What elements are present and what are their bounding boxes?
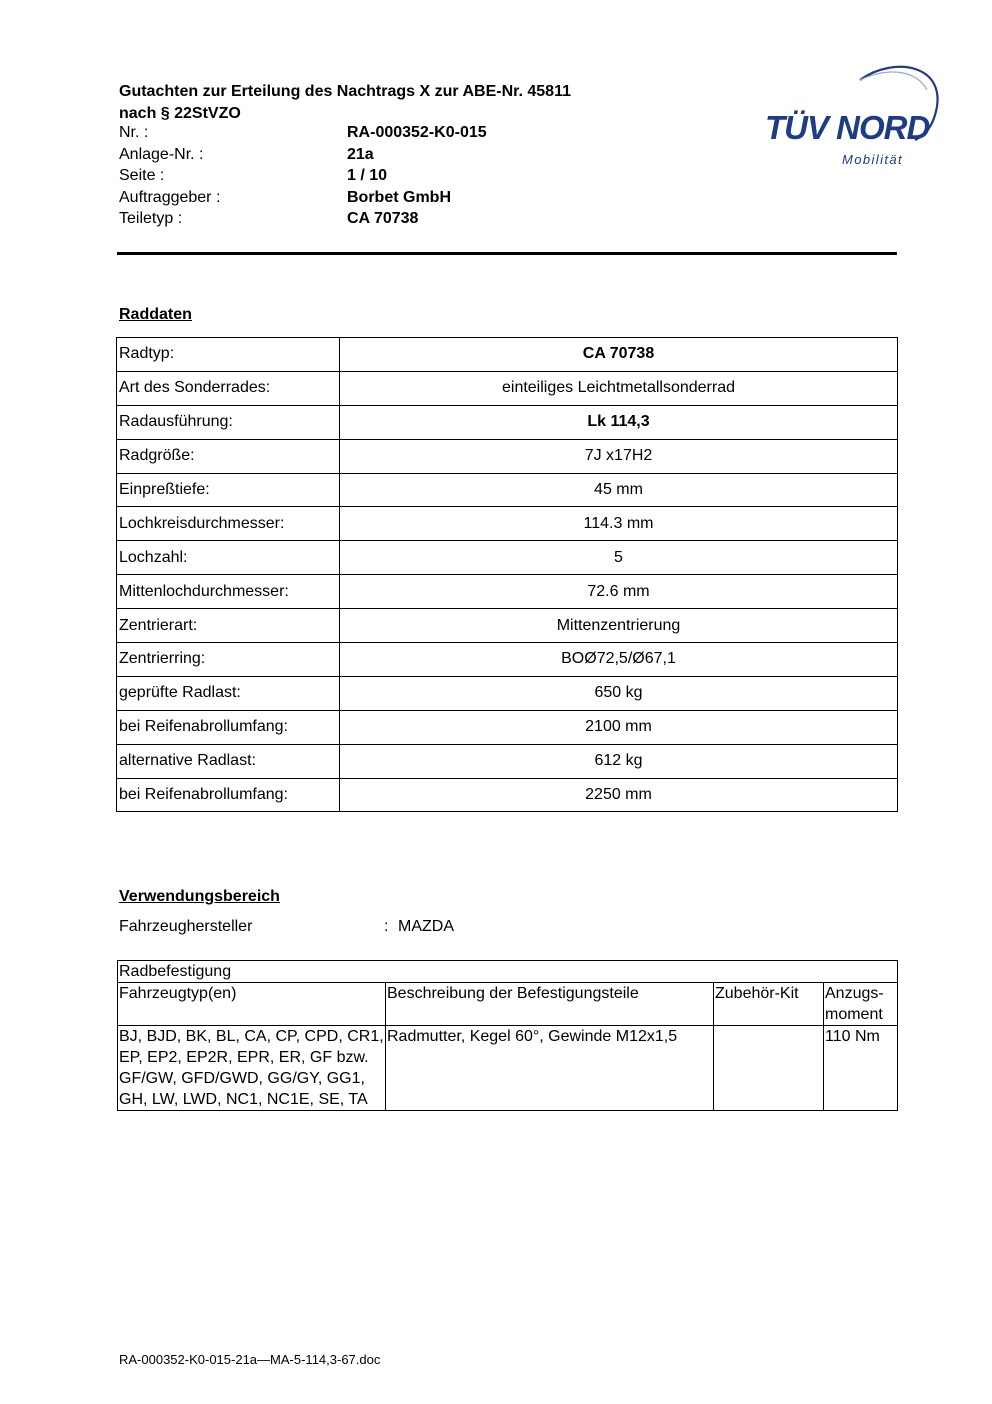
row-value: 650 kg — [340, 676, 898, 710]
row-value: CA 70738 — [340, 338, 898, 372]
document-title: Gutachten zur Erteilung des Nachtrags X zur ABE-Nr. 45811 nach § 22StVZO — [119, 83, 571, 122]
accessory-kit-cell — [714, 1026, 824, 1111]
logo-brand: TÜV NORD — [765, 109, 930, 146]
row-label: Art des Sonderrades: — [117, 371, 340, 405]
table-row — [117, 676, 898, 710]
radbefestigung-table — [117, 960, 898, 1111]
row-label: geprüfte Radlast: — [117, 676, 340, 710]
row-label: Lochkreisdurchmesser: — [117, 507, 340, 541]
manufacturer-value: MAZDA — [398, 918, 454, 935]
field-label: Nr. : — [119, 124, 149, 141]
row-label: Einpreßtiefe: — [117, 473, 340, 507]
row-label: Zentrierart: — [117, 609, 340, 643]
field-value: CA 70738 — [347, 210, 419, 228]
row-label: Radtyp: — [117, 338, 340, 372]
row-label: bei Reifenabrollumfang: — [117, 710, 340, 744]
row-value: 612 kg — [340, 744, 898, 778]
row-value: 72.6 mm — [340, 575, 898, 609]
table-row — [117, 405, 898, 439]
logo-sub: Mobilität — [842, 152, 904, 167]
table-header-row — [118, 983, 898, 1026]
table-row — [117, 778, 898, 812]
row-label: Lochzahl: — [117, 541, 340, 575]
field-label: Teiletyp : — [119, 210, 183, 228]
header-description: Beschreibung der Befestigungsteile — [386, 983, 714, 1026]
verwendungsbereich-heading: Verwendungsbereich — [119, 888, 280, 905]
table-row — [117, 507, 898, 541]
field-label: Anlage-Nr. : — [119, 145, 204, 163]
field-value: Borbet GmbH — [347, 188, 451, 206]
row-value: 5 — [340, 541, 898, 575]
field-value: RA-000352-K0-015 — [347, 124, 487, 141]
table-caption: Radbefestigung — [118, 961, 898, 983]
row-value: Lk 114,3 — [340, 405, 898, 439]
table-row — [117, 338, 898, 372]
row-value: 2250 mm — [340, 778, 898, 812]
table-row — [117, 541, 898, 575]
manufacturer-colon: : — [384, 918, 389, 935]
row-label: Radausführung: — [117, 405, 340, 439]
row-value: 7J x17H2 — [340, 439, 898, 473]
row-label: alternative Radlast: — [117, 744, 340, 778]
row-label: Mittenlochdurchmesser: — [117, 575, 340, 609]
raddaten-heading: Raddaten — [119, 306, 192, 323]
row-value: 2100 mm — [340, 710, 898, 744]
vehicle-types-cell: BJ, BJD, BK, BL, CA, CP, CPD, CR1, EP, EP2, EP2R, EPR, ER, GF bzw. GF/GW, GFD/GWD, GG/GY, GG1, GH, LW, LWD, NC1, NC1E, SE, TA — [118, 1026, 386, 1111]
vehicle-manufacturer — [119, 918, 619, 940]
torque-cell: 110 Nm — [824, 1026, 898, 1111]
table-row — [117, 473, 898, 507]
raddaten-table — [116, 337, 898, 812]
tuev-nord-logo — [765, 60, 945, 170]
table-row — [117, 439, 898, 473]
row-value: BOØ72,5/Ø67,1 — [340, 643, 898, 677]
header-vehicle-types: Fahrzeugtyp(en) — [118, 983, 386, 1026]
footer-filename: RA-000352-K0-015-21a—MA-5-114,3-67.doc — [119, 1352, 381, 1367]
table-caption-row — [118, 961, 898, 983]
row-label: Radgröße: — [117, 439, 340, 473]
table-row — [117, 371, 898, 405]
row-value: Mittenzentrierung — [340, 609, 898, 643]
row-value: 114.3 mm — [340, 507, 898, 541]
description-cell: Radmutter, Kegel 60°, Gewinde M12x1,5 — [386, 1026, 714, 1111]
header-torque: Anzugs-moment — [824, 983, 898, 1026]
table-row — [118, 1026, 898, 1111]
table-row — [117, 744, 898, 778]
field-label: Auftraggeber : — [119, 188, 221, 206]
row-value: einteiliges Leichtmetallsonderrad — [340, 371, 898, 405]
field-value: 21a — [347, 145, 374, 163]
table-row — [117, 643, 898, 677]
header-accessory-kit: Zubehör-Kit — [714, 983, 824, 1026]
header-divider — [117, 252, 897, 255]
row-label: bei Reifenabrollumfang: — [117, 778, 340, 812]
manufacturer-label: Fahrzeughersteller — [119, 918, 253, 935]
row-value: 45 mm — [340, 473, 898, 507]
row-label: Zentrierring: — [117, 643, 340, 677]
field-value: 1 / 10 — [347, 167, 388, 185]
field-label: Seite : — [119, 167, 165, 185]
table-row — [117, 575, 898, 609]
table-row — [117, 710, 898, 744]
table-row — [117, 609, 898, 643]
